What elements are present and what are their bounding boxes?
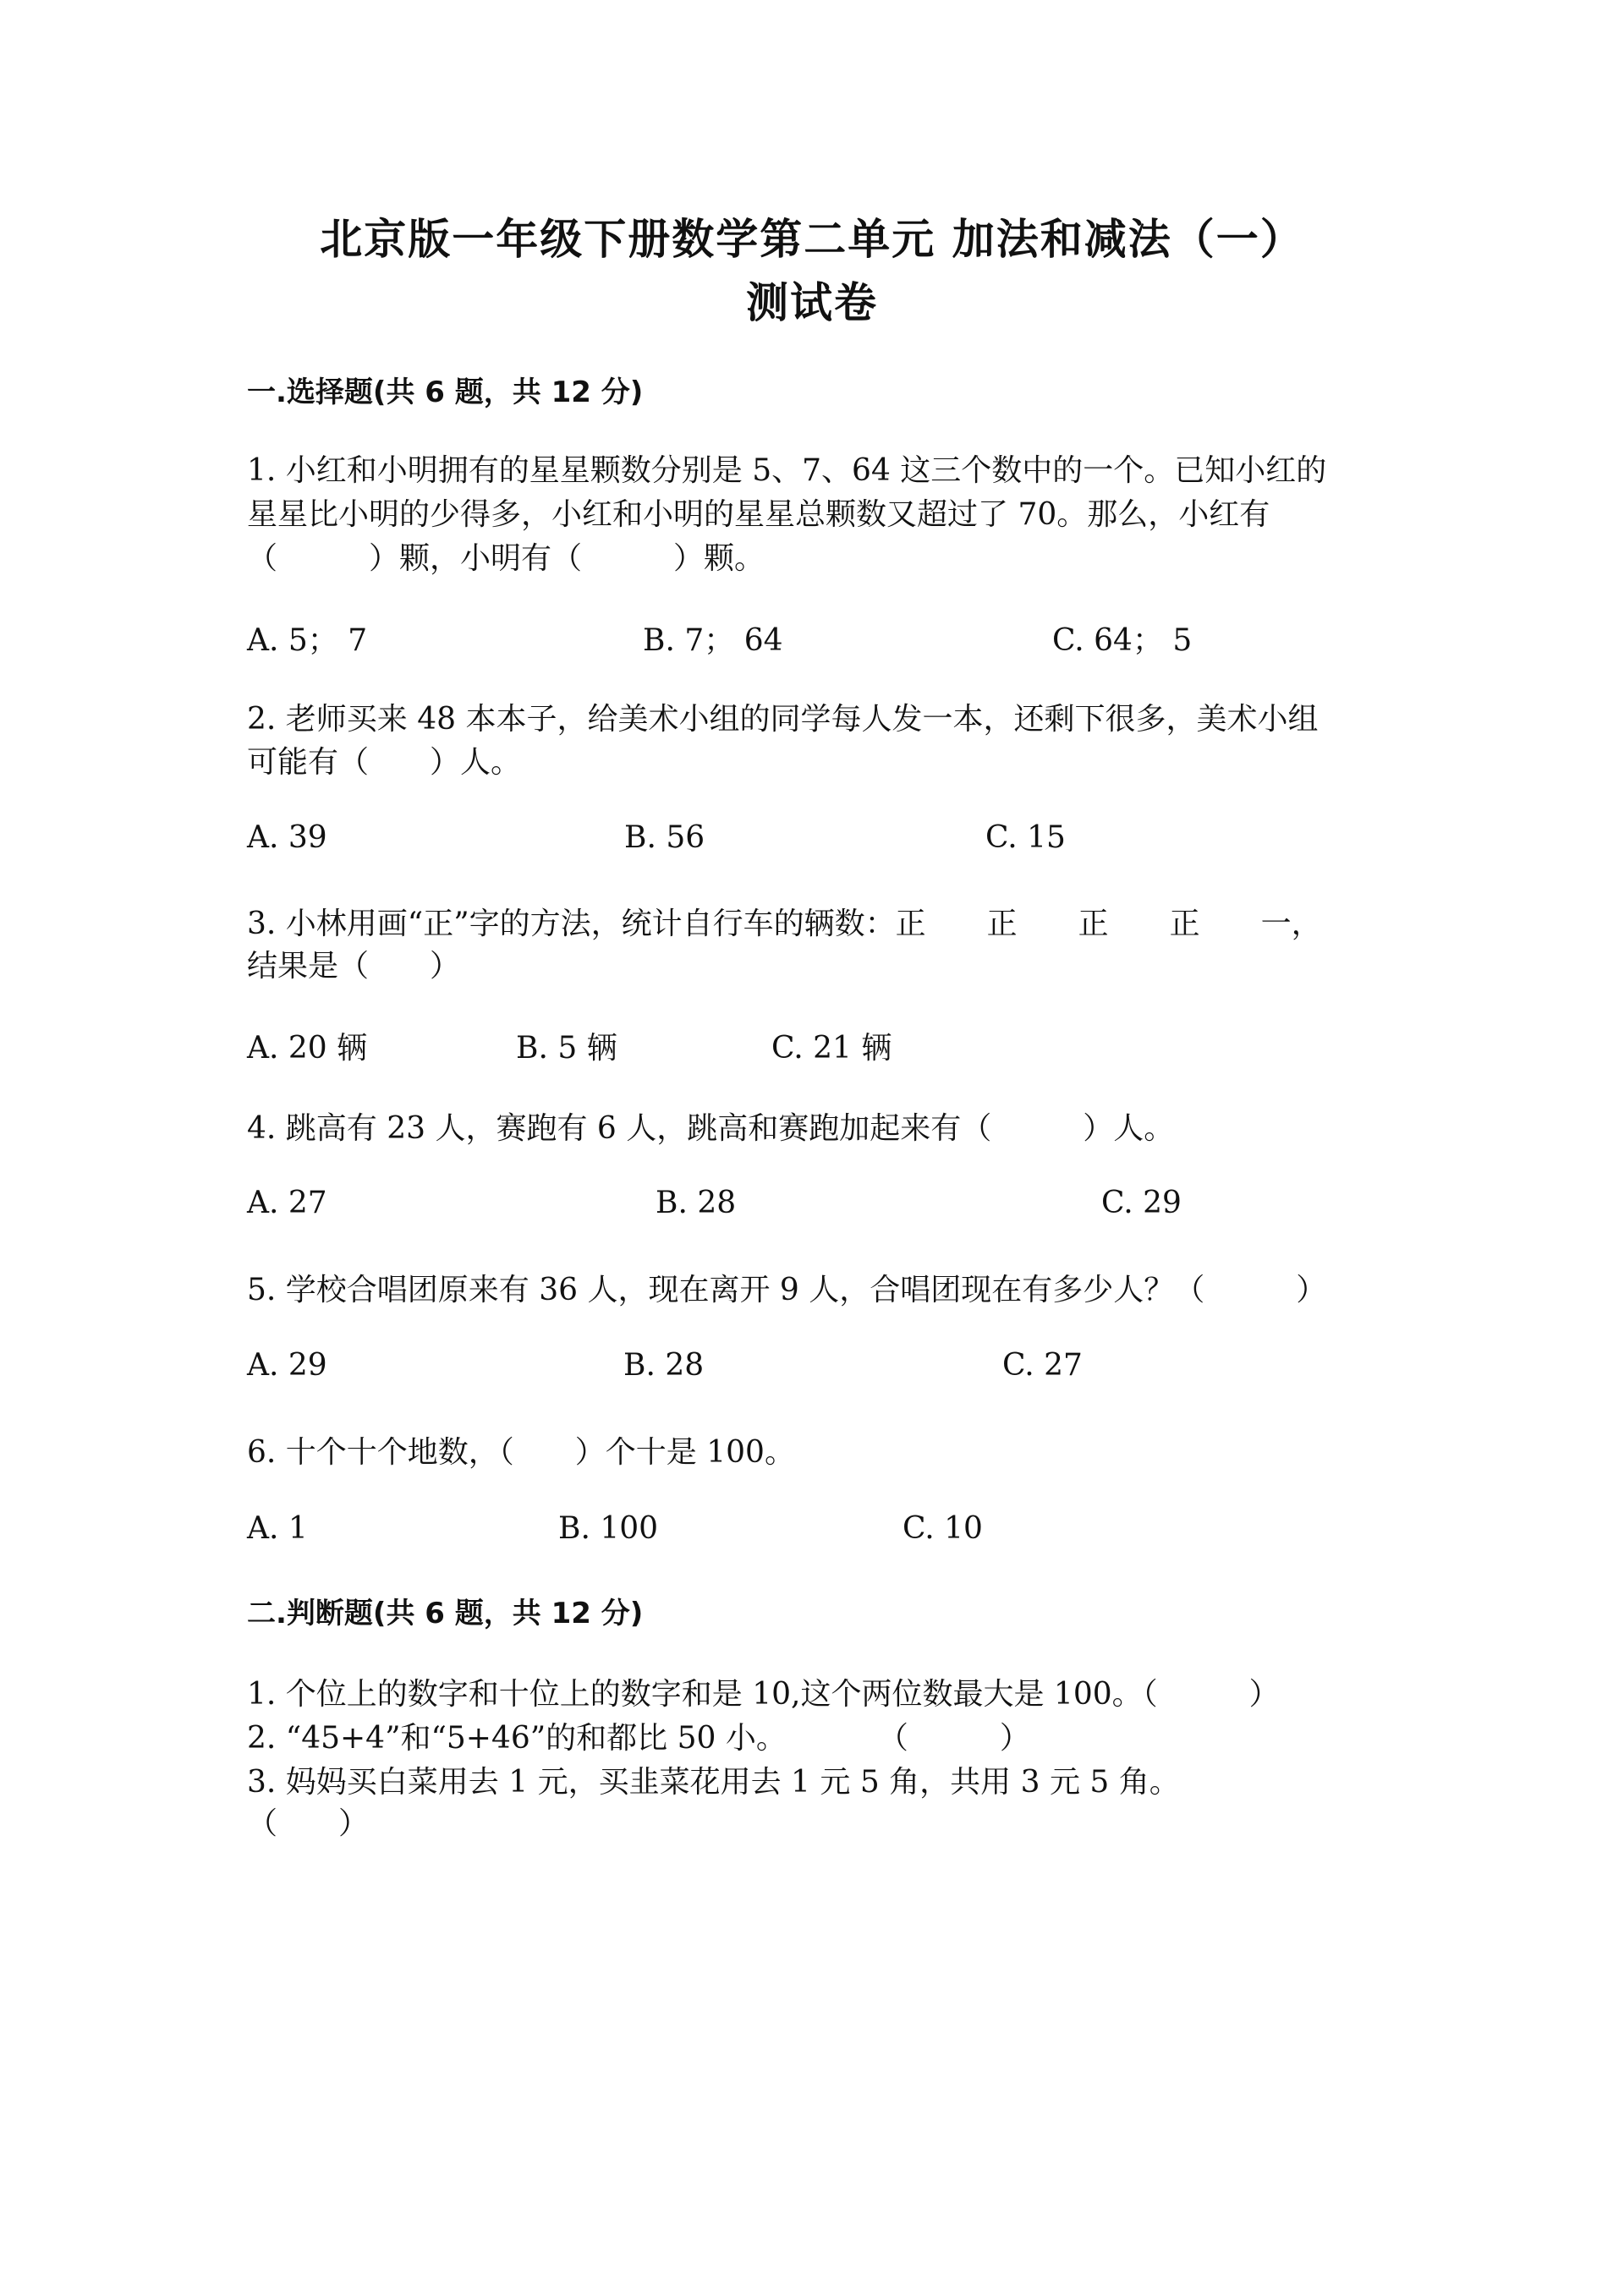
- question-2-option-b: B. 56: [624, 820, 705, 855]
- question-1-line-1: 1. 小红和小明拥有的星星颗数分别是 5、7、64 这三个数中的一个。已知小红的: [247, 453, 1327, 488]
- question-1-option-a: A. 5； 7: [247, 623, 368, 658]
- question-2-line-1: 2. 老师买来 48 本本子，给美术小组的同学每人发一本，还剩下很多，美术小组: [247, 702, 1319, 737]
- question-2-option-a: A. 39: [247, 820, 327, 855]
- question-3-option-a: A. 20 辆: [247, 1031, 368, 1066]
- question-2-option-c: C. 15: [985, 820, 1066, 855]
- question-6-option-a: A. 1: [247, 1511, 308, 1546]
- question-6-option-c: C. 10: [903, 1511, 983, 1546]
- question-3-option-b: B. 5 辆: [516, 1031, 617, 1066]
- question-1-line-2: 星星比小明的少得多，小红和小明的星星总颗数又超过了 70。那么，小红有: [247, 497, 1270, 532]
- judgment-item-3-answer-blank: （ ）: [247, 1806, 370, 1841]
- question-4-option-a: A. 27: [247, 1186, 327, 1220]
- judgment-item-1: 1. 个位上的数字和十位上的数字和是 10,这个两位数最大是 100。（ ）: [247, 1677, 1280, 1712]
- question-6-option-b: B. 100: [558, 1511, 659, 1546]
- judgment-item-3: 3. 妈妈买白菜用去 1 元，买韭菜花用去 1 元 5 角，共用 3 元 5 角。: [247, 1765, 1180, 1800]
- question-4-option-b: B. 28: [656, 1186, 737, 1220]
- judgment-item-2: 2. “45+4”和“5+46”的和都比 50 小。 （ ）: [247, 1721, 1030, 1756]
- question-5-option-b: B. 28: [623, 1348, 705, 1383]
- page-title-line-1: 北京版一年级下册数学第二单元 加法和减法（一）: [320, 215, 1304, 264]
- section-heading-multiple-choice: 一.选择题(共 6 题，共 12 分): [247, 375, 644, 409]
- question-2-line-2: 可能有（ ）人。: [247, 745, 522, 780]
- question-3-line-2: 结果是（ ）: [247, 949, 461, 984]
- question-3-option-c: C. 21 辆: [771, 1031, 892, 1066]
- question-1-option-c: C. 64； 5: [1052, 623, 1193, 658]
- question-5-option-c: C. 27: [1002, 1348, 1083, 1383]
- question-4-option-c: C. 29: [1101, 1186, 1182, 1220]
- section-heading-true-false: 二.判断题(共 6 题，共 12 分): [247, 1597, 644, 1630]
- question-5-line-1: 5. 学校合唱团原来有 36 人，现在离开 9 人，合唱团现在有多少人？（ ）: [247, 1273, 1327, 1307]
- question-1-line-3: （ ）颗，小明有（ ）颗。: [247, 541, 765, 576]
- question-1-option-b: B. 7； 64: [643, 623, 783, 658]
- page-title-line-2: 测试卷: [746, 278, 878, 327]
- question-6-line-1: 6. 十个十个地数，（ ）个十是 100。: [247, 1435, 795, 1470]
- question-4-line-1: 4. 跳高有 23 人，赛跑有 6 人，跳高和赛跑加起来有（ ）人。: [247, 1111, 1175, 1146]
- question-3-line-1: 3. 小林用画“正”字的方法，统计自行车的辆数：正 正 正 正 一，: [247, 907, 1322, 941]
- question-5-option-a: A. 29: [247, 1348, 327, 1383]
